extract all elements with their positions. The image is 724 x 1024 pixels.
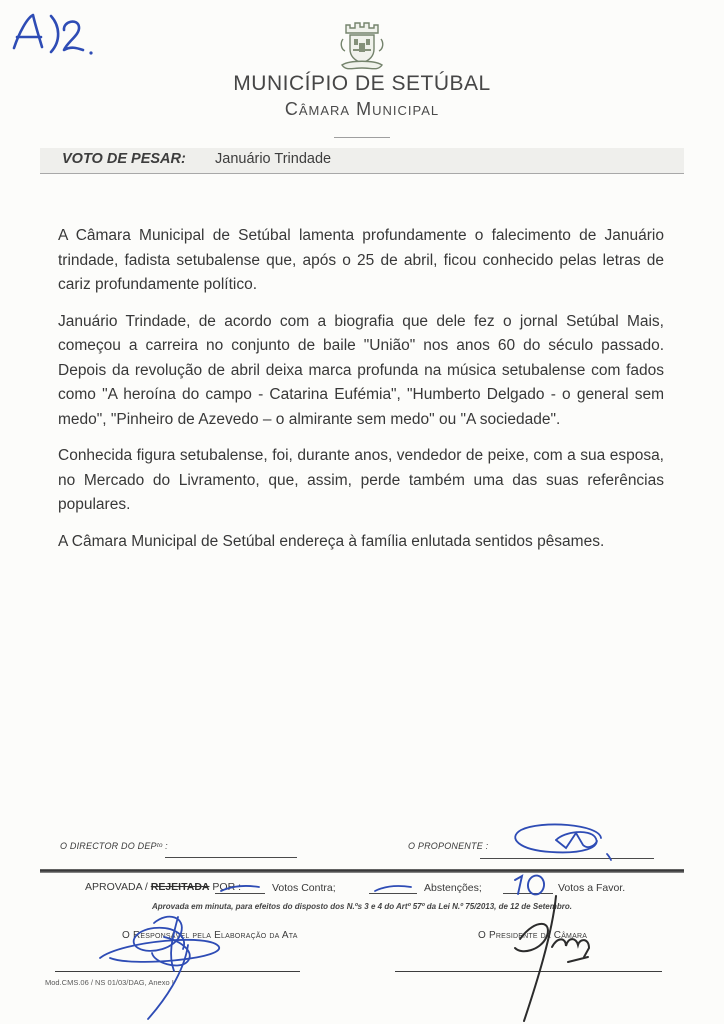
rejeitada-strikethrough-text: REJEITADA	[150, 881, 210, 893]
abstencoes-label: Abstenções;	[424, 882, 482, 894]
paragraph-4: A Câmara Municipal de Setúbal endereça à família enlutada sentidos pêsames.	[58, 532, 605, 550]
presidente-signature-handwriting	[460, 893, 625, 1023]
annotation-handwriting	[6, 6, 106, 62]
director-signature-line	[165, 857, 297, 858]
paragraph-2: Januário Trindade, de acordo com a biografia que dele fez o jornal Setúbal Mais, começou a carreira no conjunto de baile "União" nos anos 60 do século passado. Depois da revolução de abril deixa marca profunda na música setubalense com fados como "A heroína do campo - Catarina Eufémia", "Humberto Delgado - o general sem medo", "Pinheiro de Azevedo – o almirante sem medo" ou "A sociedade".	[58, 312, 664, 428]
page-title: MUNICÍPIO DE SETÚBAL	[233, 72, 491, 95]
votos-favor-label: Votos a Favor.	[558, 882, 626, 894]
abstencoes-dash-mark	[372, 882, 414, 894]
votos-contra-label: Votos Contra;	[272, 882, 336, 894]
document-reference: Mod.CMS.06 / NS 01/03/DAG, Anexo I	[45, 978, 174, 987]
subject-row	[40, 148, 684, 174]
responsavel-label: O Responsável pela Elaboração da Ata	[122, 930, 298, 941]
presidente-label: O Presidente da Câmara	[478, 930, 588, 941]
page-subtitle: Câmara Municipal	[284, 99, 440, 119]
proponente-label: O PROPONENTE :	[408, 841, 489, 851]
municipal-crest-icon	[338, 15, 386, 75]
votos-contra-dash-mark	[218, 882, 262, 894]
subject-value: Januário Trindade	[215, 151, 332, 167]
proponente-signature-handwriting	[503, 816, 621, 866]
document-body	[58, 224, 664, 566]
paragraph-1: A Câmara Municipal de Setúbal lamenta profundamente o falecimento de Januário trindade, fadista setubalense que, após o 25 de abril, ficou conhecido pelas letras de cariz profundamente político.	[58, 227, 664, 293]
por-text: POR :	[209, 881, 241, 893]
responsavel-signature-handwriting	[88, 913, 263, 1023]
minuta-note: Aprovada em minuta, para efeitos do disposto dos N.ºs 3 e 4 do Artº 57º da Lei N.º 75/2013, de 12 de Setembro.	[152, 902, 572, 911]
aprovada-text: APROVADA /	[85, 881, 151, 893]
director-label: O DIRECTOR DO DEPᵗᵒ :	[60, 841, 168, 851]
paragraph-3: Conhecida figura setubalense, foi, durante anos, vendedor de peixe, com a sua esposa, no Mercado do Livramento, que, assim, perde também uma das suas referências populares.	[58, 447, 664, 513]
header-rule	[334, 137, 390, 138]
approval-separator-rule	[40, 869, 684, 873]
subject-label: VOTO DE PESAR:	[62, 151, 186, 167]
